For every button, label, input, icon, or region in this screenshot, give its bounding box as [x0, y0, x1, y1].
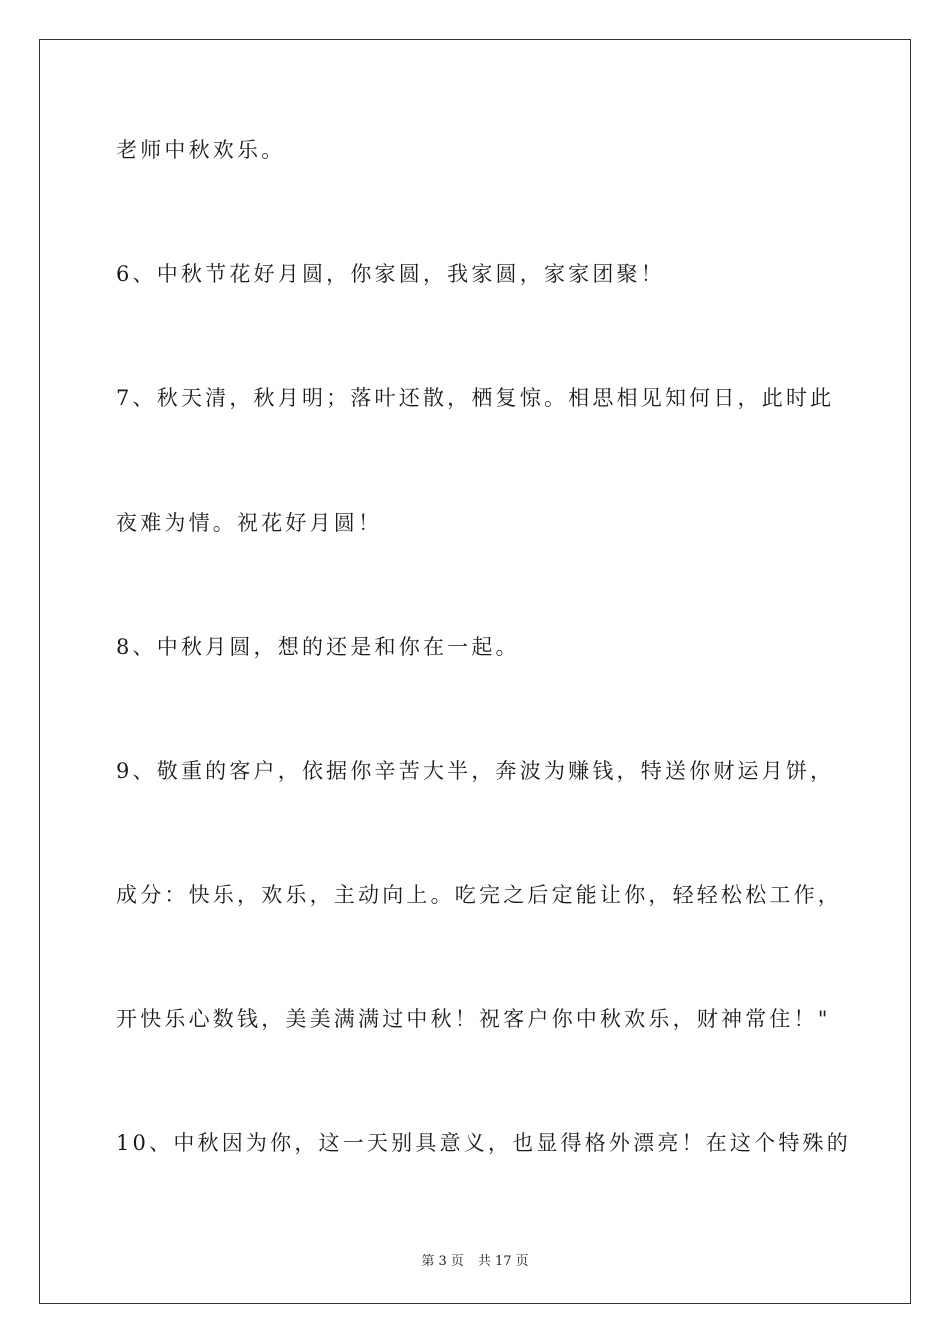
- text-line: 9、敬重的客户，依据你辛苦大半，奔波为赚钱，特送你财运月饼，: [116, 759, 835, 783]
- text-line: 7、秋天清，秋月明；落叶还散，栖复惊。相思相见知何日，此时此: [116, 386, 835, 410]
- text-line: 成分：快乐，欢乐，主动向上。吃完之后定能让你，轻轻松松工作，: [116, 883, 842, 907]
- text-line: 老师中秋欢乐。: [116, 138, 286, 162]
- text-line: 夜难为情。祝花好月圆！: [116, 511, 383, 535]
- text-line: 8、中秋月圆，想的还是和你在一起。: [116, 635, 520, 659]
- text-line: 6、中秋节花好月圆，你家圆，我家圆，家家团聚！: [116, 262, 665, 286]
- page-number: 第 3 页: [421, 1254, 464, 1269]
- text-line: 10、中秋因为你，这一天别具意义，也显得格外漂亮！在这个特殊的: [116, 1131, 851, 1155]
- page-footer: [0, 1250, 950, 1269]
- page-total: 共 17 页: [477, 1254, 529, 1269]
- page-border: [39, 39, 911, 1304]
- text-line: 开快乐心数钱，美美满满过中秋！祝客户你中秋欢乐，财神常住！": [116, 1007, 831, 1031]
